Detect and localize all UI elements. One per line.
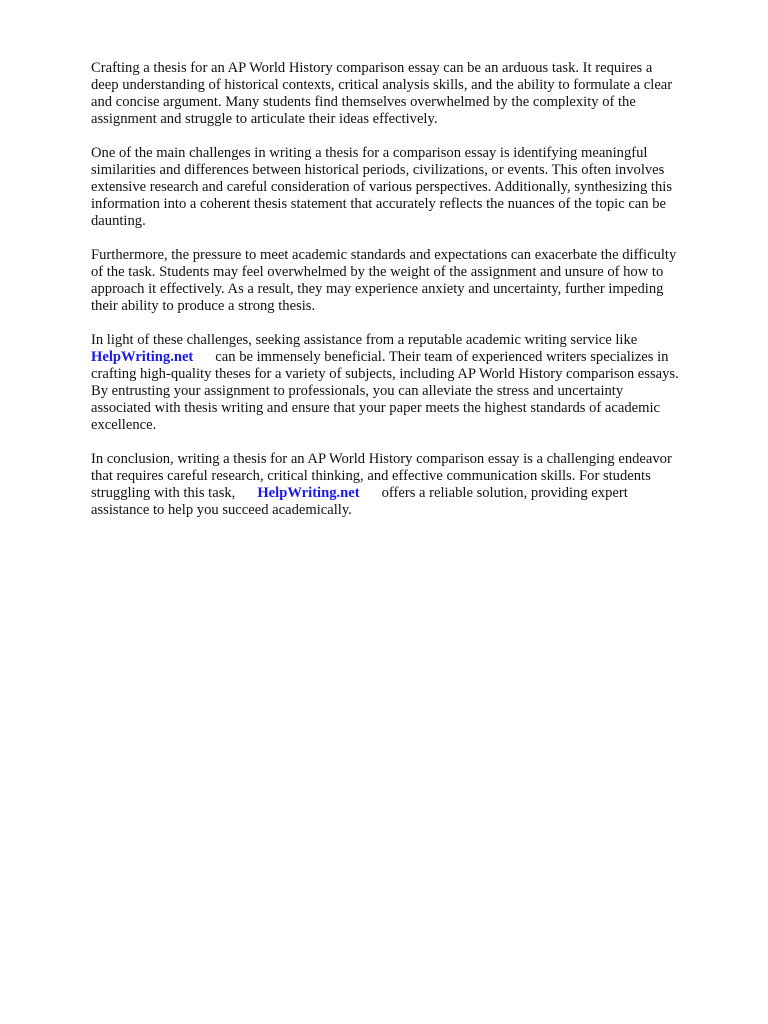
text-line: approach it effectively. As a result, they may experience anxiety and uncertainty, further impeding: [91, 281, 664, 297]
text-line: In light of these challenges, seeking assistance from a reputable academic writing service like: [91, 332, 638, 348]
text-line: deep understanding of historical contexts, critical analysis skills, and the ability to formulate a clear: [91, 77, 673, 93]
text-line: One of the main challenges in writing a thesis for a comparison essay is identifying meaningful: [91, 145, 648, 161]
text-line: excellence.: [91, 417, 157, 433]
paragraph-intro: [91, 60, 721, 128]
text-line: information into a coherent thesis statement that accurately reflects the nuances of the topic can be: [91, 196, 667, 212]
paragraph-pressure: [91, 247, 721, 315]
text-line: By entrusting your assignment to professionals, you can alleviate the stress and uncertainty: [91, 383, 624, 399]
text-line: and concise argument. Many students find themselves overwhelmed by the complexity of the: [91, 94, 636, 110]
text-line: [91, 485, 721, 502]
paragraph-challenges: [91, 145, 721, 230]
text-line: [91, 349, 721, 366]
paragraph-conclusion: [91, 451, 721, 519]
text-line: Furthermore, the pressure to meet academic standards and expectations can exacerbate the difficulty: [91, 247, 677, 263]
text-line: extensive research and careful consideration of various perspectives. Additionally, synthesizing this: [91, 179, 673, 195]
text-line: associated with thesis writing and ensure that your paper meets the highest standards of academic: [91, 400, 660, 416]
text-line: assignment and struggle to articulate their ideas effectively.: [91, 111, 438, 127]
text-line: that requires careful research, critical thinking, and effective communication skills. For students: [91, 468, 651, 484]
text-fragment: struggling with this task,: [91, 485, 236, 501]
text-line: similarities and differences between historical periods, civilizations, or events. This often involves: [91, 162, 665, 178]
helpwriting-link[interactable]: HelpWriting.net: [91, 349, 194, 365]
paragraph-assistance: [91, 332, 721, 434]
text-line: their ability to produce a strong thesis.: [91, 298, 316, 314]
text-fragment: can be immensely beneficial. Their team of experienced writers specializes in: [215, 349, 669, 365]
text-line: of the task. Students may feel overwhelmed by the weight of the assignment and unsure of how to: [91, 264, 664, 280]
text-line: assistance to help you succeed academically.: [91, 502, 352, 518]
document-body: [91, 60, 721, 536]
text-line: crafting high-quality theses for a variety of subjects, including AP World History comparison essays.: [91, 366, 679, 382]
text-fragment: offers a reliable solution, providing expert: [381, 485, 628, 501]
text-line: daunting.: [91, 213, 146, 229]
helpwriting-link[interactable]: HelpWriting.net: [257, 485, 360, 501]
text-line: In conclusion, writing a thesis for an AP World History comparison essay is a challenging endeavor: [91, 451, 672, 467]
text-line: Crafting a thesis for an AP World History comparison essay can be an arduous task. It requires a: [91, 60, 653, 76]
